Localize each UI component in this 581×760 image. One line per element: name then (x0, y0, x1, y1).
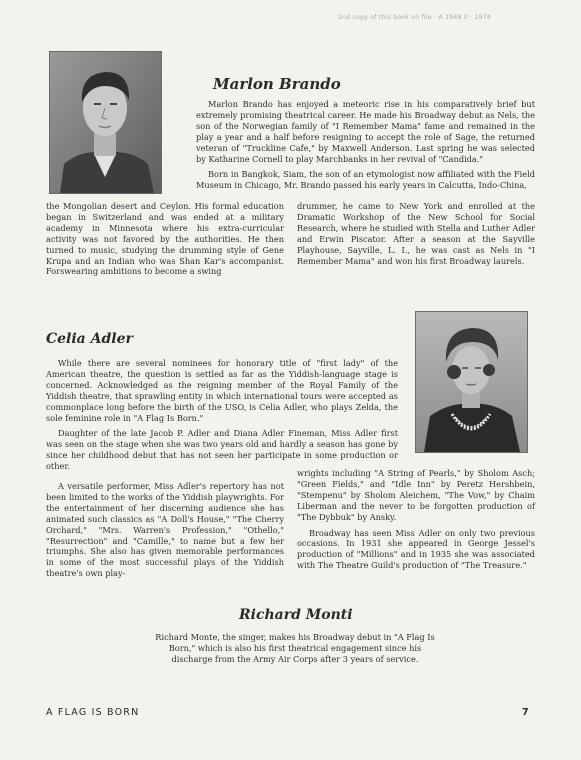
footer-title: A FLAG IS BORN (46, 707, 140, 718)
adler-column-right-text-2: Broadway has seen Miss Adler on only two previous occasions. In 1931 she appeared in George Jessel's production of "Millions" and in 1935 she was associated with The Theatre Guild's production of "The Treasure." (297, 527, 535, 571)
brando-column-left (46, 201, 284, 277)
marlon-brando-heading: Marlon Brando (213, 75, 341, 93)
celia-adler-photo (415, 311, 528, 453)
adler-column-left-text: A versatile performer, Miss Adler's repertory has not been limited to the works of the Yiddish playwrights. For the entertainment of her discerning audience she has animated such classics as "A Doll's House," "The Cherry Orchard," "Mrs. Warren's Profession," "Othello," "Resurrection" and "Camille," to name but a few her triumphs. She also has given memorable performances in some of the most successful plays of the Yiddish theatre's own play- (46, 481, 284, 579)
handwritten-note: 2nd copy of this book on file · A 1948 II · 1974 (338, 14, 492, 21)
adler-column-right (297, 468, 535, 571)
portrait-image (50, 52, 161, 193)
brando-paragraph-2: Born in Bangkok, Siam, the son of an etymologist now affiliated with the Field Museum in Chicago, Mr. Brando passed his early years in Calcutta, Indo-China, (196, 169, 535, 191)
brando-column-right (297, 201, 535, 266)
portrait-image (416, 312, 527, 452)
monti-paragraph: Richard Monte, the singer, makes his Broadway debut in "A Flag Is Born," which is also his first theatrical engagement since his discharge from the Army Air Corps after 3 years of service. (155, 632, 435, 664)
brando-paragraph-1: Marlon Brando has enjoyed a meteoric rise in his comparatively brief but extremely promising theatrical career. He made his Broadway debut as Nels, the son of the Norwegian family of "I Remember Mama" fame and remained in the play a year and a half before resigning to accept the role of Sage, the returned veteran of "Truckline Cafe," by Maxwell Anderson. Last spring he was selected by Katharine Cornell to play Marchbanks in her revival of "Candida." (196, 99, 535, 164)
celia-adler-heading: Celia Adler (46, 331, 133, 347)
brando-column-right-text: drummer, he came to New York and enrolled at the Dramatic Workshop of the New School for Social Research, where he studied with Stella and Luther Adler and Erwin Piscator. After a season at the Sayville Playhouse, Sayville, L. I., he was cast as Nels in "I Remember Mama" and won his first Broadway laurels. (297, 201, 535, 266)
adler-column-left (46, 481, 284, 579)
marlon-brando-photo (49, 51, 162, 194)
adler-intro (46, 358, 398, 472)
richard-monti-heading: Richard Monti (239, 607, 353, 623)
adler-paragraph-2: Daughter of the late Jacob P. Adler and Diana Adler Fineman, Miss Adler first was seen on the stage when she was two years old and hardly a season has gone by since her childhood debut that has not seen her participate in some production or other. (46, 428, 398, 472)
monti-bio (150, 632, 440, 665)
adler-paragraph-1: While there are several nominees for honorary title of "first lady" of the American theatre, the question is settled as far as the Yiddish-language stage is concerned. Acknowledged as the reigning member of the Royal Family of the Yiddish theatre, that sprawling entity in which international tours were accepted as commonplace long before the birth of the USO, is Celia Adler, who plays Zelda, the sole feminine role in "A Flag Is Born." (46, 358, 398, 423)
brando-intro (196, 99, 535, 191)
page-number: 7 (522, 707, 530, 718)
adler-column-right-text-1: wrights including "A String of Pearls," by Sholom Asch; "Green Fields," and "Idle Inn" by Peretz Hershbein, "Stempenu" by Sholom Aleichem, "The Vow," by Chaim Liberman and the never to be forgotten production of "The Dybbuk" by Ansky. (297, 468, 535, 522)
brando-column-left-text: the Mongolian desert and Ceylon. His formal education began in Switzerland and was ended at a military academy in Minnesota where his extra-curricular activity was not favored by the authorities. He then turned to music, studying the drumming style of Gene Krupa and an Indian who was Shan Kar's accompanist. Forswearing ambitions to become a swing (46, 201, 284, 277)
